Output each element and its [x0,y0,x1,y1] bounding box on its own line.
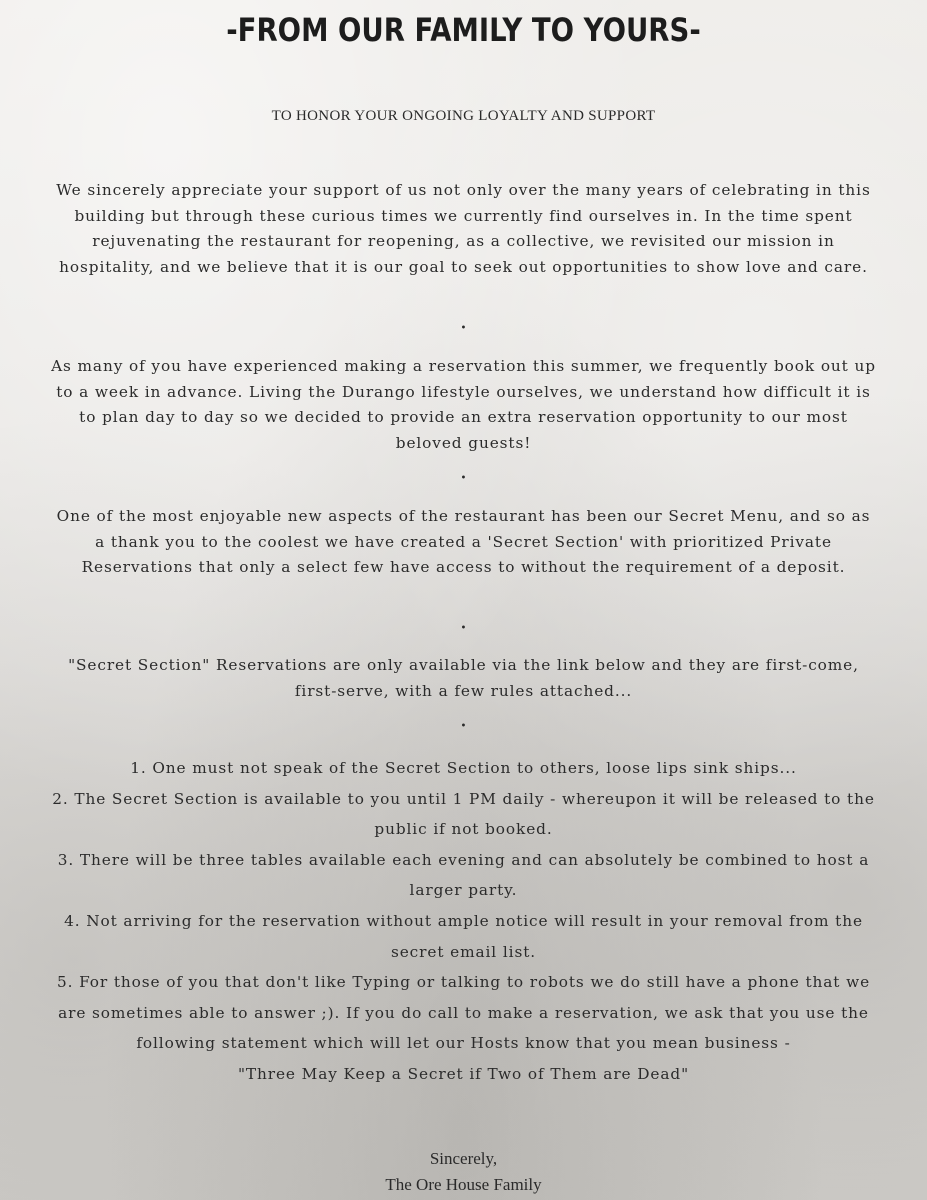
paragraph-secret-menu: One of the most enjoyable new aspects of the restaurant has been our Secret Menu, and so as a thank you to the coolest we have created a 'Secret Section' with prioritized Private Reservations that only a select few have access to without the requirement of a deposit. [56,507,871,577]
rule-item: 3. There will be three tables available each evening and can absolutely be combined to host a larger party. [57,850,870,900]
signoff [0,1146,927,1198]
separator-dot: • [460,473,467,484]
letter-subtitle: TO HONOR YOUR ONGOING LOYALTY AND SUPPORT [271,108,656,124]
closing: Sincerely, [429,1149,498,1168]
separator-dot: • [460,721,467,732]
paragraph-reservations: As many of you have experienced making a reservation this summer, we frequently book out up to a week in advance. Living the Durango lifestyle ourselves, we understand how difficult it is to plan day to day so we decided to provide an extra reservation opportunity to our most beloved guests! [51,357,876,452]
paragraph-appreciation: We sincerely appreciate your support of us not only over the many years of celebrating in this building but through these curious times we currently find ourselves in. In the time spent rejuvenating the restaurant for reopening, as a collective, we revisited our mission in hospitality, and we believe that it is our goal to seek out opportunities to show love and care. [56,181,871,276]
rule-item: 5. For those of you that don't like Typing or talking to robots we do still have a phone that we are sometimes able to answer ;). If you do call to make a reservation, we ask that you use the following statement which will let our Hosts know that you mean business - [56,973,871,1053]
rule-item: 4. Not arriving for the reservation without ample notice will result in your removal from the secret email list. [64,911,863,961]
signature: The Ore House Family [385,1175,542,1194]
secret-phrase: "Three May Keep a Secret if Two of Them are Dead" [237,1064,690,1083]
letter-title: -FROM OUR FAMILY TO YOURS- [226,11,701,49]
paragraph-secret-section: "Secret Section" Reservations are only available via the link below and they are first-come, first-serve, with a few rules attached... [68,656,859,700]
rule-item: 2. The Secret Section is available to you until 1 PM daily - whereupon it will be released to the public if not booked. [52,789,875,839]
separator-dot: • [460,323,467,334]
rule-item: 1. One must not speak of the Secret Section to others, loose lips sink ships... [130,759,797,777]
separator-dot: • [460,623,467,634]
rules-list [50,753,877,1090]
